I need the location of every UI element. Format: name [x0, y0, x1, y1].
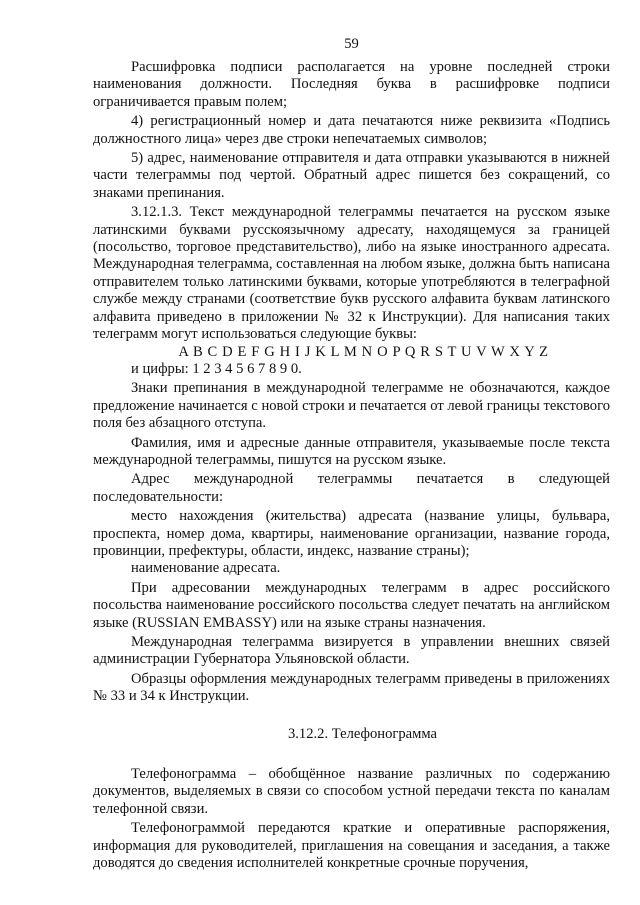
latin-alphabet-line: A B C D E F G H I J K L M N O P Q R S T U V W X Y Z	[178, 343, 549, 360]
paragraph-sender-data: Фамилия, имя и адресные данные отправителя, указываемые после текста международной телеграммы, пишутся на русском языке.	[93, 434, 610, 468]
paragraph-punctuation: Знаки препинания в международной телеграмме не обозначаются, каждое предложение начинается с новой строки и печатается от левой границы текстового поля без абзацного отступа.	[93, 380, 610, 432]
paragraph-item-5: 5) адрес, наименование отправителя и дата отправки указываются в нижней части телеграммы под чертой. Обратный адрес пишется без сокращений, со знаками препинания.	[93, 150, 610, 201]
paragraph-visa: Международная телеграмма визируется в управлении внешних связей администрации Губернатора Ульяновской области.	[93, 634, 610, 668]
paragraph-item-4: 4) регистрационный номер и дата печатаются ниже реквизита «Подпись должностного лица» через две строки непечатаемых символов;	[93, 113, 610, 147]
digits-line: и цифры: 1 2 3 4 5 6 7 8 9 0.	[131, 360, 302, 377]
paragraph-signature-decoding: Расшифровка подписи располагается на уровне последней строки наименования должности. Последняя буква в расшифровке подписи ограничивается правым полем;	[93, 59, 610, 110]
paragraph-address-order: Адрес международной телеграммы печатается в следующей последовательности:	[93, 471, 610, 505]
paragraph-samples: Образцы оформления международных телеграмм приведены в приложениях № 33 и 34 к Инструкции.	[93, 670, 610, 705]
paragraph-address-location: место нахождения (жительства) адресата (название улицы, бульвара, проспекта, номер дома, квартиры, наименование организации, название города, провинции, префектуры, области, индекс, название страны);	[93, 508, 610, 559]
paragraph-3-12-1-3: 3.12.1.3. Текст международной телеграммы печатается на русском языке латинскими буквами русскоязычному адресату, находящемуся за границей (посольство, торговое представительство), либо на языке иностранного адресата. Международная телеграмма, составленная на любом языке, должна быть написана отправителем только латинскими буквами, которые употребляются в телеграфной службе между странами (соответствие букв русского алфавита буквам латинского алфавита приведено в приложении № 32 к Инструкции). Для написания таких телеграмм могут использоваться следующие буквы:	[93, 204, 610, 343]
paragraph-telephonogram-definition: Телефонограмма – обобщённое название различных по содержанию документов, выделяемых в связи со способом устной передачи текста по каналам телефонной связи.	[93, 766, 610, 817]
page-number: 59	[344, 36, 359, 52]
paragraph-embassy: При адресовании международных телеграмм в адрес российского посольства наименование российского посольства следует печатать на английском языке (RUSSIAN EMBASSY) или на языке страны назначения.	[93, 579, 610, 631]
section-heading: 3.12.2. Телефонограмма	[287, 725, 438, 742]
paragraph-telephonogram-usage: Телефонограммой передаются краткие и оперативные распоряжения, информация для руководителей, приглашения на совещания и заседания, а также доводятся до сведения исполнителей конкретные срочные поручения,	[93, 820, 610, 872]
paragraph-address-name: наименование адресата.	[131, 560, 281, 577]
document-body	[93, 59, 610, 872]
